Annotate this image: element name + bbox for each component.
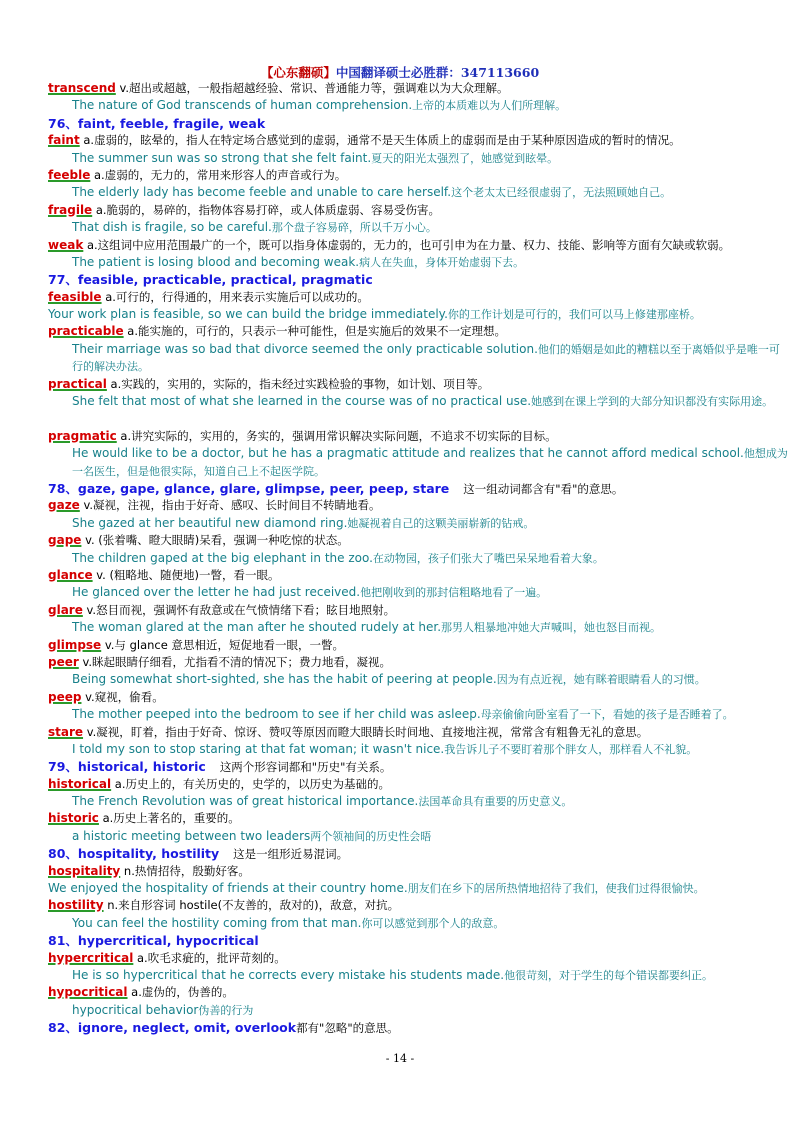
example-translation: 你可以感觉到那个人的敌意。	[361, 916, 505, 930]
definition: a.讲究实际的，实用的，务实的，强调用常识解决实际问题，不追求不切实际的目标。	[116, 428, 557, 443]
example-english: Their marriage was so bad that divorce seemed the only practicable solution.	[72, 341, 538, 356]
word-entry	[48, 428, 788, 445]
headword: feeble	[48, 167, 91, 182]
headword: practical	[48, 376, 107, 391]
definition: a.吹毛求疵的，批评苛刻的。	[133, 950, 286, 965]
word-entry	[48, 897, 788, 914]
headword: gape	[48, 533, 82, 548]
word-entry	[48, 776, 788, 793]
definition: n.来自形容词 hostile(不友善的，敌对的)，敌意，对抗。	[103, 898, 400, 913]
definition: v. (粗略地、随便地)一瞥，看一眼。	[92, 567, 280, 582]
example-translation: 在动物园，孩子们张大了嘴巴呆呆地看着大象。	[372, 551, 604, 565]
page-number: - 14 -	[385, 1052, 415, 1065]
example-sentence	[48, 219, 788, 236]
definition: a.虚弱的，眩晕的，指人在特定场合感觉到的虚弱，通常不是天生体质上的虚弱而是由于某种原因造成的暂时的情况。	[79, 133, 681, 148]
definition: v.凝视，注视，指由于好奇、感叹、长时间目不转睛地看。	[79, 498, 381, 513]
word-entry	[48, 202, 788, 219]
section-heading	[48, 932, 788, 949]
word-entry	[48, 950, 788, 967]
word-entry	[48, 167, 788, 184]
headword: glare	[48, 602, 83, 617]
definition: v.窥视，偷看。	[81, 689, 164, 704]
example-english: The French Revolution was of great historical importance.	[72, 794, 419, 809]
example-english: The mother peeped into the bedroom to see if her child was asleep.	[72, 707, 481, 722]
headword: pragmatic	[48, 428, 117, 443]
headword: peep	[48, 689, 82, 704]
example-english: He would like to be a doctor, but he has a pragmatic attitude and realizes that he cannot afford medical school.	[72, 446, 744, 461]
example-sentence	[48, 619, 788, 636]
example-sentence	[48, 445, 788, 480]
section-heading	[48, 115, 788, 132]
section-title: 78、gaze, gape, glance, glare, glimpse, peer, peep, stare	[48, 481, 450, 497]
example-translation: 伪善的行为	[198, 1003, 254, 1017]
example-translation: 上帝的本质难以为人们所理解。	[412, 99, 567, 113]
definition: a.脆弱的，易碎的，指物体容易打碎，或人体质虚弱、容易受伤害。	[92, 202, 441, 217]
section-heading	[48, 845, 788, 862]
word-entry	[48, 376, 788, 393]
definition: a.历史上著名的，重要的。	[98, 811, 240, 826]
example-english: We enjoyed the hospitality of friends at their country home.	[48, 881, 408, 896]
example-sentence	[48, 550, 788, 567]
definition: v.怒目而视，强调怀有敌意或在气愤情绪下看；眩目地照射。	[82, 602, 396, 617]
definition: v.超出或超越，一般指超越经验、常识、普通能力等，强调难以为大众理解。	[115, 81, 509, 95]
definition: v. (张着嘴、瞪大眼睛)呆看，强调一种吃惊的状态。	[81, 533, 349, 548]
example-sentence	[48, 254, 788, 271]
definition: a.虚伪的，伪善的。	[127, 985, 234, 1000]
example-sentence	[48, 1002, 788, 1019]
headword: glance	[48, 567, 93, 582]
section-heading	[48, 758, 788, 775]
example-sentence	[48, 150, 788, 167]
section-note: 这是一组形近易混词。	[233, 847, 349, 862]
example-english: She felt that most of what she learned in the course was of no practical use.	[72, 394, 532, 409]
word-entry	[48, 237, 788, 254]
word-entry	[48, 984, 788, 1001]
definition: a.虚弱的，无力的，常用来形容人的声音或行为。	[90, 167, 347, 182]
example-sentence	[48, 341, 788, 376]
headword: peer	[48, 654, 79, 669]
example-english: hypocritical behavior	[72, 1002, 199, 1017]
example-translation: 两个领袖间的历史性会晤	[310, 829, 432, 843]
section-heading	[48, 271, 788, 288]
example-english: I told my son to stop staring at that fat woman; it wasn't nice.	[72, 741, 445, 756]
word-entry	[48, 602, 788, 619]
example-sentence	[48, 97, 788, 114]
example-translation: 他想成为一名医生，但是他很实际，知道自己上不起医学院。	[72, 447, 788, 478]
headword: fragile	[48, 202, 93, 217]
section-note: 都有"忽略"的意思。	[296, 1021, 399, 1036]
definition: v.凝视，盯着，指由于好奇、惊讶、赞叹等原因而瞪大眼睛长时间地、直接地注视，常常含有粗鲁无礼的意思。	[83, 724, 649, 739]
word-entry	[48, 532, 788, 549]
example-translation: 夏天的阳光太强烈了，她感觉到眩晕。	[371, 151, 559, 165]
definition: a.历史上的，有关历史的，史学的，以历史为基础的。	[111, 776, 390, 791]
word-entry	[48, 810, 788, 827]
example-translation: 他很苛刻，对于学生的每个错误都要纠正。	[504, 968, 714, 982]
example-english: The patient is losing blood and becoming weak.	[72, 254, 360, 269]
example-translation: 那男人粗暴地冲她大声喊叫，她也怒目而视。	[441, 621, 662, 635]
headword: glimpse	[48, 637, 102, 652]
headword: hypocritical	[48, 985, 128, 1000]
example-translation: 法国革命具有重要的历史意义。	[418, 795, 573, 809]
section-note: 这一组动词都含有"看"的意思。	[463, 482, 624, 497]
word-entry	[48, 80, 788, 97]
word-entry	[48, 724, 788, 741]
example-sentence	[48, 515, 788, 532]
headword: practicable	[48, 324, 124, 339]
definition: v.眯起眼睛仔细看，尤指看不清的情况下；费力地看，凝视。	[78, 654, 392, 669]
example-sentence	[48, 184, 788, 201]
example-translation: 你的工作计划是可行的，我们可以马上修建那座桥。	[447, 308, 701, 322]
headword: historical	[48, 776, 112, 791]
headword: hostility	[48, 898, 104, 913]
headword: hospitality	[48, 863, 121, 878]
word-entry	[48, 323, 788, 340]
example-english: Your work plan is feasible, so we can build the bridge immediately.	[48, 307, 448, 322]
example-sentence	[48, 793, 788, 810]
section-heading	[48, 480, 788, 497]
example-translation: 那个盘子容易碎，所以千万小心。	[271, 221, 437, 235]
section-title: 81、hypercritical, hypocritical	[48, 933, 259, 949]
word-entry	[48, 689, 788, 706]
example-translation: 她感到在课上学到的大部分知识都没有实际用途。	[531, 395, 774, 409]
example-english: a historic meeting between two leaders	[72, 828, 311, 843]
headword: gaze	[48, 498, 80, 513]
example-sentence	[48, 671, 788, 688]
headword: hypercritical	[48, 950, 134, 965]
example-translation: 这个老太太已经很虚弱了，无法照顾她自己。	[451, 186, 672, 200]
example-english: He glanced over the letter he had just received.	[72, 585, 361, 600]
example-sentence	[48, 393, 788, 428]
example-translation: 我告诉儿子不要盯着那个胖女人，那样看人不礼貌。	[444, 742, 698, 756]
example-translation: 母亲偷偷向卧室看了一下，看她的孩子是否睡着了。	[480, 708, 734, 722]
example-sentence	[48, 584, 788, 601]
example-sentence	[48, 915, 788, 932]
definition: a.能实施的，可行的，只表示一种可能性，但是实施后的效果不一定理想。	[123, 324, 506, 339]
headword: stare	[48, 724, 84, 739]
definition: n.热情招待，殷勤好客。	[120, 863, 250, 878]
example-translation: 他把刚收到的那封信粗略地看了一遍。	[360, 586, 548, 600]
vocabulary-content	[48, 80, 788, 1037]
word-entry	[48, 497, 788, 514]
word-entry	[48, 289, 788, 306]
example-translation: 他们的婚姻是如此的糟糕以至于离婚似乎是唯一可行的解决办法。	[72, 342, 780, 374]
headword: weak	[48, 237, 84, 252]
section-title: 76、faint, feeble, fragile, weak	[48, 115, 266, 131]
word-entry	[48, 654, 788, 671]
example-english: The woman glared at the man after he shouted rudely at her.	[72, 620, 442, 635]
section-title: 82、ignore, neglect, omit, overlook	[48, 1020, 297, 1036]
example-english: The children gaped at the big elephant in the zoo.	[72, 550, 373, 565]
definition: a.实践的，实用的，实际的，指未经过实践检验的事物，如计划、项目等。	[106, 376, 490, 391]
definition: a.这组词中应用范围最广的一个，既可以指身体虚弱的，无力的，也可引申为在力量、权力、技能、影响等方面有欠缺或软弱。	[83, 237, 731, 252]
example-english: The elderly lady has become feeble and unable to care herself.	[72, 185, 452, 200]
example-translation: 她凝视着自己的这颗美丽崭新的钻戒。	[347, 516, 535, 530]
example-english: The summer sun was so strong that she felt faint.	[72, 150, 372, 165]
example-sentence	[48, 741, 788, 758]
section-heading	[48, 1019, 788, 1036]
example-translation: 病人在失血，身体开始虚弱下去。	[359, 255, 525, 269]
example-translation: 朋友们在乡下的居所热情地招待了我们，使我们过得很愉快。	[407, 882, 705, 896]
headword: transcend	[48, 81, 116, 95]
example-english: Being somewhat short-sighted, she has the habit of peering at people.	[72, 672, 497, 687]
word-entry	[48, 132, 788, 149]
header-group-info: 中国翻译硕士必胜群：347113660	[335, 65, 540, 80]
example-english: That dish is fragile, so be careful.	[72, 220, 272, 235]
headword: faint	[48, 133, 80, 148]
example-sentence	[48, 828, 788, 845]
example-sentence	[48, 306, 788, 323]
word-entry	[48, 863, 788, 880]
section-note: 这两个形容词都和"历史"有关系。	[219, 760, 392, 775]
headword: feasible	[48, 289, 102, 304]
example-translation: 因为有点近视，她有眯着眼睛看人的习惯。	[496, 673, 706, 687]
definition: v.与 glance 意思相近，短促地看一眼，一瞥。	[101, 637, 344, 652]
section-title: 80、hospitality, hostility	[48, 846, 220, 862]
headword: historic	[48, 811, 99, 826]
example-english: He is so hypercritical that he corrects every mistake his students made.	[72, 967, 505, 982]
example-english: You can feel the hostility coming from that man.	[72, 915, 362, 930]
example-sentence	[48, 706, 788, 723]
example-english: The nature of God transcends of human comprehension.	[72, 98, 413, 113]
page-header	[0, 63, 800, 81]
word-entry	[48, 637, 788, 654]
example-sentence	[48, 880, 788, 897]
definition: a.可行的，行得通的，用来表示实施后可以成功的。	[101, 289, 369, 304]
section-title: 77、feasible, practicable, practical, pragmatic	[48, 272, 373, 288]
word-entry	[48, 567, 788, 584]
example-sentence	[48, 967, 788, 984]
example-english: She gazed at her beautiful new diamond ring.	[72, 515, 348, 530]
section-title: 79、historical, historic	[48, 759, 206, 775]
header-brand: 【心东翻硕】	[260, 65, 336, 80]
